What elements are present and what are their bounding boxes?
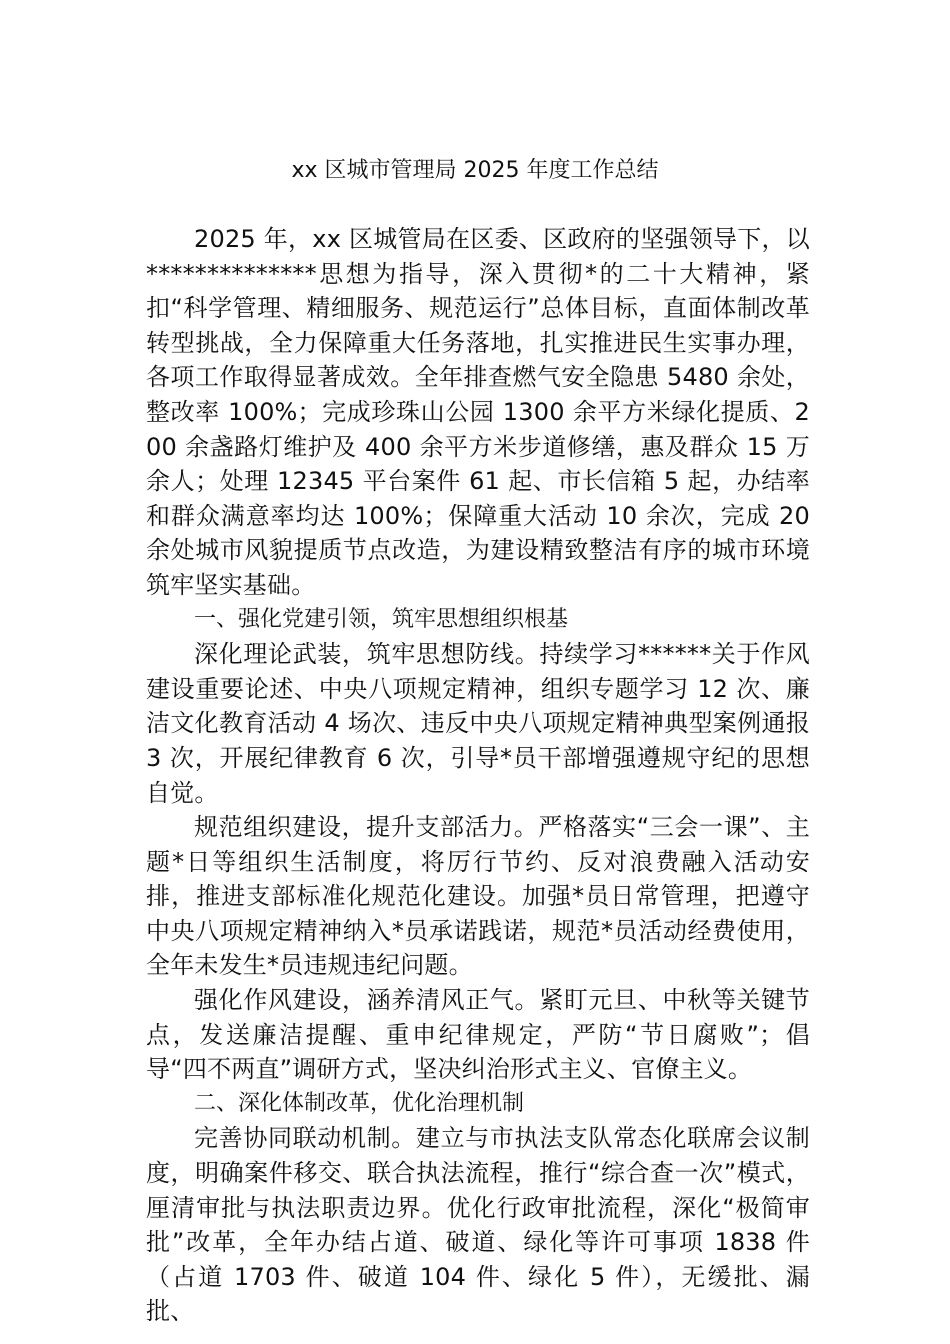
section-heading-party-building: 一、强化党建引领，筑牢思想组织根基 [194,606,569,632]
document-title: xx 区城市管理局 2025 年度工作总结 [291,158,659,183]
paragraph-organization-building: 规范组织建设，提升支部活力。严格落实“三会一课”、主题*日等组织生活制度，将厉行节约、反对浪费融入活动安排，推进支部标准化规范化建设。加强*员日常管理，把遵守中央八项规定精神纳入*员承诺践诺，规范*员活动经费使用，全年未发生*员违规违纪问题。 [146,813,810,980]
intro-paragraph: 2025 年，xx 区城管局在区委、区政府的坚强领导下，以**************思想为指导，深入贯彻*的二十大精神，紧扣“科学管理、精细服务、规范运行”总体目标，直面体制改革转型挑战，全力保障重大任务落地，扎实推进民生实事办理，各项工作取得显著成效。全年排查燃气安全隐患 5480 余处，整改率 100%；完成珍珠山公园 1300 余平方米绿化提质、200 余盏路灯维护及 400 余平方米步道修缮，惠及群众 15 万余人；处理 12345 平台案件 61 起、市长信箱 5 起，办结率和群众满意率均达 100%；保障重大活动 10 余次，完成 20 余处城市风貌提质节点改造，为建设精致整洁有序的城市环境筑牢坚实基础。 [146,225,810,599]
paragraph-work-style: 强化作风建设，涵养清风正气。紧盯元旦、中秋等关键节点，发送廉洁提醒、重申纪律规定，严防“节日腐败”；倡导“四不两直”调研方式，坚决纠治形式主义、官僚主义。 [146,986,810,1084]
document-body [146,222,810,1329]
section-heading-reform: 二、深化体制改革，优化治理机制 [194,1090,525,1116]
paragraph-coordination-mechanism: 完善协同联动机制。建立与市执法支队常态化联席会议制度，明确案件移交、联合执法流程，推行“综合查一次”模式，厘清审批与执法职责边界。优化行政审批流程，深化“极简审批”改革，全年办结占道、破道、绿化等许可事项 1838 件（占道 1703 件、破道 104 件、绿化 5 件），无缓批、漏批、 [146,1124,810,1326]
paragraph-theory-study: 深化理论武装，筑牢思想防线。持续学习******关于作风建设重要论述、中央八项规定精神，组织专题学习 12 次、廉洁文化教育活动 4 场次、违反中央八项规定精神典型案例通报 3 次，开展纪律教育 6 次，引导*员干部增强遵规守纪的思想自觉。 [146,640,810,807]
